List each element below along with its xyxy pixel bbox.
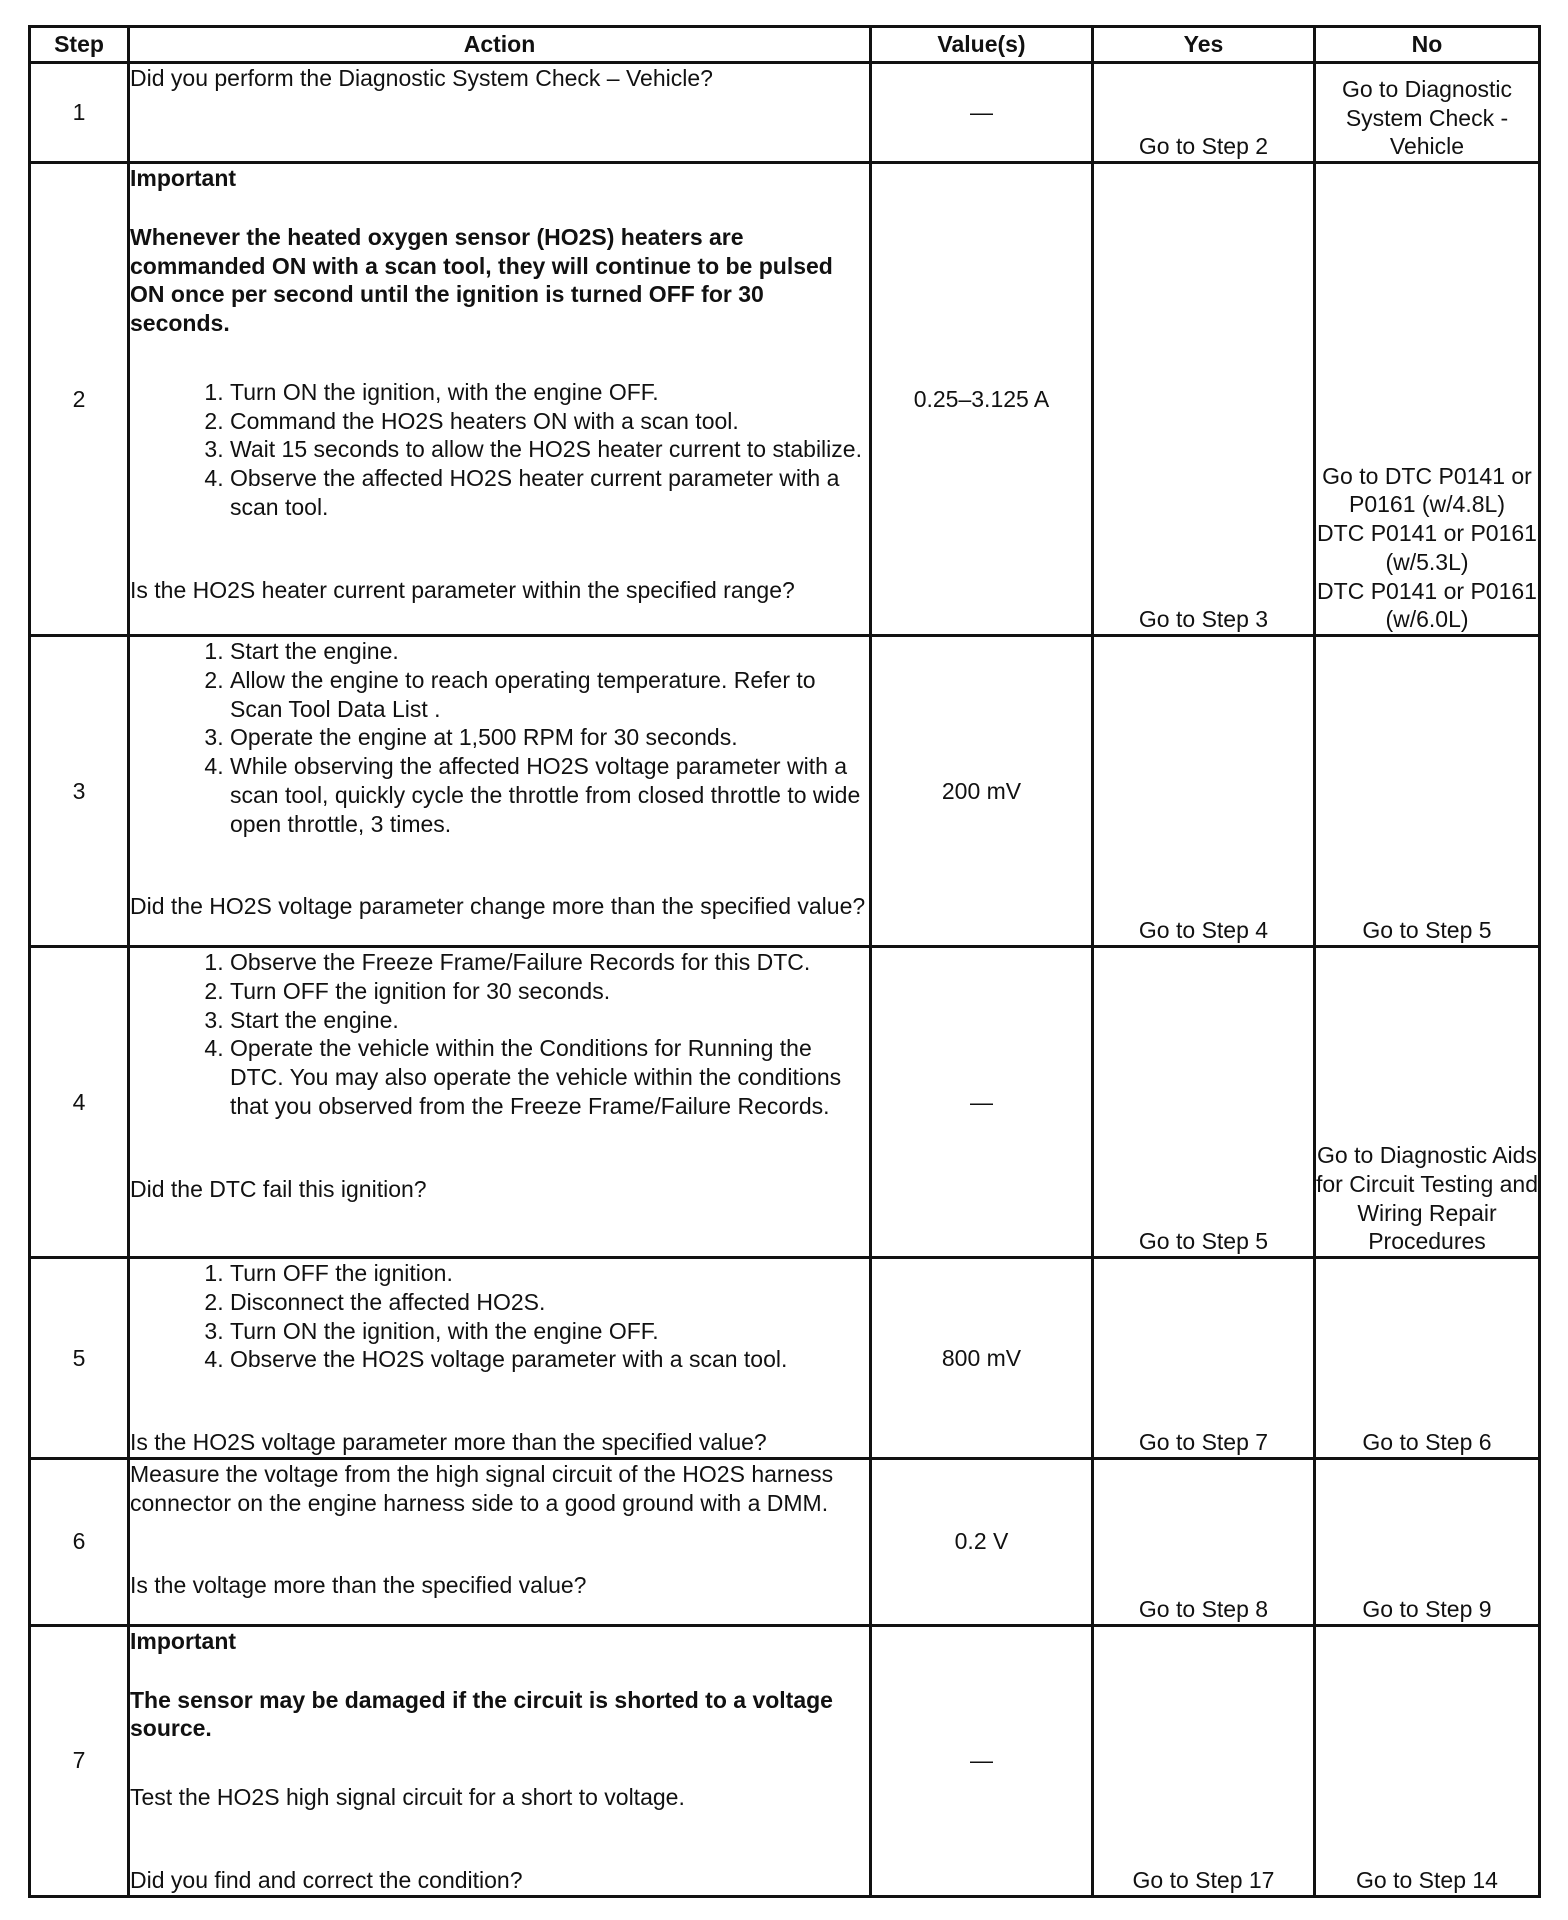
no-text: Go to Diagnostic System Check - Vehicle bbox=[1341, 75, 1513, 160]
value-cell: 0.25–3.125 A bbox=[871, 163, 1093, 636]
header-values: Value(s) bbox=[871, 27, 1093, 63]
important-text: Whenever the heated oxygen sensor (HO2S) heaters are commanded ON with a scan tool, they will continue to be pulsed ON once per second until the ignition is turned OFF for 30 seconds. bbox=[130, 223, 833, 336]
important-title: Important bbox=[130, 1627, 237, 1654]
header-no: No bbox=[1315, 27, 1540, 63]
action-text: Test the HO2S high signal circuit for a short to voltage. bbox=[130, 1784, 685, 1810]
table-row bbox=[30, 947, 1540, 1258]
table-row bbox=[30, 1625, 1540, 1896]
step-number: 4 bbox=[30, 947, 129, 1258]
list-item: 1. Turn ON the ignition, with the engine OFF. bbox=[230, 378, 869, 407]
yes-cell: Go to Step 5 bbox=[1093, 947, 1315, 1258]
header-action: Action bbox=[129, 27, 871, 63]
action-text: Did you perform the Diagnostic System Check – Vehicle? bbox=[130, 65, 713, 91]
action-cell bbox=[129, 163, 871, 636]
list-item: 4. Observe the HO2S voltage parameter with a scan tool. bbox=[230, 1345, 869, 1374]
instruction-list bbox=[130, 378, 869, 522]
header-row bbox=[30, 27, 1540, 63]
table-row bbox=[30, 63, 1540, 163]
table-row bbox=[30, 636, 1540, 947]
yes-cell: Go to Step 7 bbox=[1093, 1258, 1315, 1459]
question-text: Is the HO2S voltage parameter more than the specified value? bbox=[130, 1429, 767, 1455]
question-text: Did the HO2S voltage parameter change more than the specified value? bbox=[130, 893, 866, 920]
step-number: 7 bbox=[30, 1625, 129, 1896]
list-item: 1. Start the engine. bbox=[230, 637, 869, 666]
step-number: 2 bbox=[30, 163, 129, 636]
no-cell bbox=[1315, 1625, 1540, 1896]
table-row bbox=[30, 163, 1540, 636]
question-text: Did the DTC fail this ignition? bbox=[130, 1175, 427, 1202]
table-row bbox=[30, 1458, 1540, 1625]
list-item: 3. Wait 15 seconds to allow the HO2S heater current to stabilize. bbox=[230, 435, 869, 464]
list-item: 4. Observe the affected HO2S heater current parameter with a scan tool. bbox=[230, 464, 869, 522]
instruction-list bbox=[130, 948, 869, 1121]
instruction-list bbox=[130, 637, 869, 838]
header-yes: Yes bbox=[1093, 27, 1315, 63]
no-text: Go to Step 6 bbox=[1362, 1429, 1492, 1455]
no-text: Go to Diagnostic Aids for Circuit Testing and Wiring Repair Procedures bbox=[1316, 1142, 1539, 1255]
no-text: Go to DTC P0141 or P0161 (w/4.8L) bbox=[1322, 462, 1532, 518]
important-text: The sensor may be damaged if the circuit is shorted to a voltage source. bbox=[130, 1686, 833, 1742]
list-item: 2. Command the HO2S heaters ON with a scan tool. bbox=[230, 407, 869, 436]
no-text: DTC P0141 or P0161 (w/6.0L) bbox=[1317, 577, 1537, 633]
no-text: DTC P0141 or P0161 (w/5.3L) bbox=[1317, 520, 1537, 575]
value-cell: — bbox=[871, 1625, 1093, 1896]
question-text: Did you find and correct the condition? bbox=[130, 1866, 523, 1893]
no-cell bbox=[1315, 63, 1540, 163]
no-cell bbox=[1315, 636, 1540, 947]
list-item: 3. Start the engine. bbox=[230, 1006, 869, 1035]
list-item: 4. Operate the vehicle within the Conditions for Running the DTC. You may also operate the vehicle within the conditions that you observed from the Freeze Frame/Failure Records. bbox=[230, 1034, 869, 1120]
step-number: 3 bbox=[30, 636, 129, 947]
no-text: Go to Step 9 bbox=[1362, 1596, 1492, 1622]
yes-cell: Go to Step 8 bbox=[1093, 1458, 1315, 1625]
no-cell bbox=[1315, 1458, 1540, 1625]
list-item: 3. Operate the engine at 1,500 RPM for 30 seconds. bbox=[230, 723, 869, 752]
action-text: Measure the voltage from the high signal circuit of the HO2S harness connector on the engine harness side to a good ground with a DMM. bbox=[130, 1460, 834, 1516]
action-cell bbox=[129, 1258, 871, 1459]
question-text: Is the voltage more than the specified value? bbox=[130, 1572, 587, 1599]
list-item: 3. Turn ON the ignition, with the engine OFF. bbox=[230, 1317, 869, 1346]
value-cell: — bbox=[871, 63, 1093, 163]
value-cell: 800 mV bbox=[871, 1258, 1093, 1459]
no-text: Go to Step 14 bbox=[1356, 1866, 1498, 1893]
yes-cell: Go to Step 2 bbox=[1093, 63, 1315, 163]
header-step: Step bbox=[30, 27, 129, 63]
step-number: 6 bbox=[30, 1458, 129, 1625]
no-cell bbox=[1315, 947, 1540, 1258]
list-item: 1. Observe the Freeze Frame/Failure Records for this DTC. bbox=[230, 948, 869, 977]
list-item: 2. Turn OFF the ignition for 30 seconds. bbox=[230, 977, 869, 1006]
list-item: 2. Allow the engine to reach operating temperature. Refer to Scan Tool Data List . bbox=[230, 666, 869, 724]
value-cell: 0.2 V bbox=[871, 1458, 1093, 1625]
important-title: Important bbox=[130, 165, 237, 191]
action-cell bbox=[129, 636, 871, 947]
diagnostic-table bbox=[28, 25, 1541, 1898]
no-cell bbox=[1315, 163, 1540, 636]
list-item: 4. While observing the affected HO2S voltage parameter with a scan tool, quickly cycle the throttle from closed throttle to wide open throttle, 3 times. bbox=[230, 752, 869, 838]
list-item: 1. Turn OFF the ignition. bbox=[230, 1259, 869, 1288]
value-cell: — bbox=[871, 947, 1093, 1258]
list-item: 2. Disconnect the affected HO2S. bbox=[230, 1288, 869, 1317]
yes-cell: Go to Step 4 bbox=[1093, 636, 1315, 947]
action-cell bbox=[129, 1625, 871, 1896]
action-cell bbox=[129, 947, 871, 1258]
question-text: Is the HO2S heater current parameter within the specified range? bbox=[130, 576, 795, 603]
value-cell: 200 mV bbox=[871, 636, 1093, 947]
no-cell bbox=[1315, 1258, 1540, 1459]
step-number: 1 bbox=[30, 63, 129, 163]
yes-cell: Go to Step 3 bbox=[1093, 163, 1315, 636]
yes-cell: Go to Step 17 bbox=[1093, 1625, 1315, 1896]
instruction-list bbox=[130, 1259, 869, 1374]
action-cell bbox=[129, 1458, 871, 1625]
no-text: Go to Step 5 bbox=[1362, 917, 1492, 944]
action-cell bbox=[129, 63, 871, 163]
table-row bbox=[30, 1258, 1540, 1459]
step-number: 5 bbox=[30, 1258, 129, 1459]
